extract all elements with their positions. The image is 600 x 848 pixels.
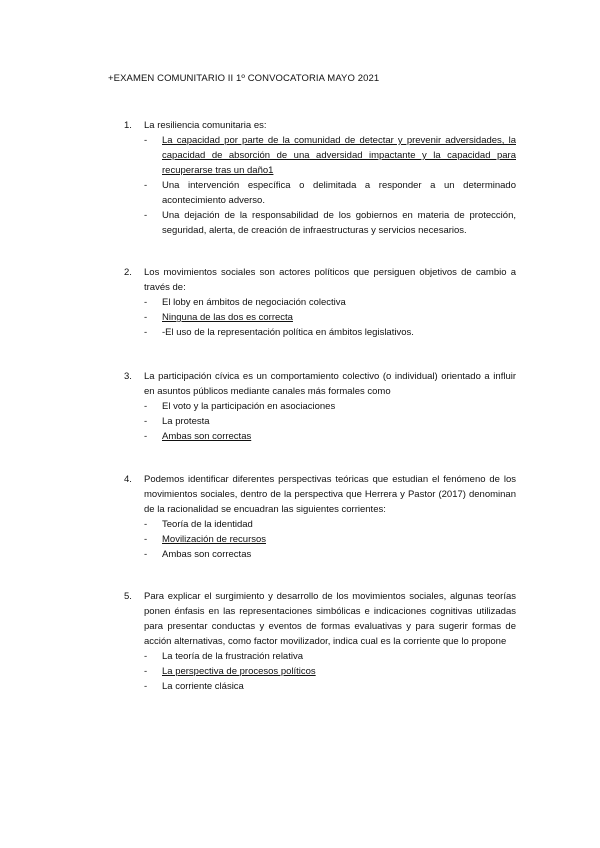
question-2 — [124, 265, 516, 340]
option-text: Ambas son correctas — [162, 431, 252, 442]
option — [144, 399, 516, 414]
option-text: El voto y la participación en asociaciones — [162, 401, 336, 412]
option-text: Ninguna de las dos es correcta — [162, 312, 293, 323]
dash-marker: - — [144, 401, 148, 412]
option — [144, 325, 516, 340]
dash-marker: - — [144, 431, 148, 442]
option — [144, 178, 516, 208]
question-text: La participación cívica es un comportamiento colectivo (o individual) orientado a influir en asuntos públicos mediante canales más formales como — [144, 371, 516, 397]
option-correct — [144, 532, 516, 547]
question-number: 5. — [124, 591, 132, 602]
option — [144, 679, 516, 694]
option-text: La protesta — [162, 416, 210, 427]
question-text: Los movimientos sociales son actores políticos que persiguen objetivos de cambio a través de: — [144, 267, 516, 293]
question-text: Podemos identificar diferentes perspectivas teóricas que estudian el fenómeno de los movimientos sociales, dentro de la perspectiva que Herrera y Pastor (2017) denominan de la racionalidad se encuadran las siguientes corrientes: — [144, 474, 516, 515]
option — [144, 547, 516, 562]
option — [144, 295, 516, 310]
option-list — [144, 517, 516, 562]
option — [144, 649, 516, 664]
dash-marker: - — [144, 297, 148, 308]
option-text: Una dejación de la responsabilidad de los gobiernos en materia de protección, seguridad, alerta, de creación de infraestructuras y servicios necesarios. — [162, 210, 516, 236]
dash-marker: - — [144, 534, 148, 545]
option-correct — [144, 133, 516, 178]
question-5 — [124, 589, 516, 694]
question-1 — [124, 118, 516, 238]
option-text: Ambas son correctas — [162, 549, 252, 560]
option-text: La capacidad por parte de la comunidad de detectar y prevenir adversidades, la capacidad de absorción de una adversidad impactante y la capacidad para recuperarse tras un daño1 — [162, 135, 516, 176]
option-text: Una intervención específica o delimitada a responder a un determinado acontecimiento adverso. — [162, 180, 516, 206]
option-list — [144, 399, 516, 444]
option-text: -El uso de la representación política en ámbitos legislativos. — [162, 327, 414, 338]
question-number: 1. — [124, 120, 132, 131]
question-text: La resiliencia comunitaria es: — [144, 120, 267, 131]
dash-marker: - — [144, 180, 148, 191]
option-correct — [144, 429, 516, 444]
option-list — [144, 649, 516, 694]
dash-marker: - — [144, 312, 148, 323]
dash-marker: - — [144, 666, 148, 677]
option-text: Movilización de recursos — [162, 534, 267, 545]
dash-marker: - — [144, 549, 148, 560]
dash-marker: - — [144, 327, 148, 338]
option — [144, 517, 516, 532]
question-number: 3. — [124, 371, 132, 382]
dash-marker: - — [144, 416, 148, 427]
question-4 — [124, 472, 516, 562]
page-title: +EXAMEN COMUNITARIO II 1º CONVOCATORIA MAYO 2021 — [108, 73, 380, 84]
question-text: Para explicar el surgimiento y desarrollo de los movimientos sociales, algunas teorías ponen énfasis en las representaciones simbólicas e indicaciones cognitivas utilizadas para presentar conductas y eventos de formas evaluativas y para sugerir formas de acción alternativas, como factor movilizador, indica cual es la corriente que lo propone — [144, 591, 516, 647]
dash-marker: - — [144, 681, 148, 692]
option-list — [144, 295, 516, 340]
dash-marker: - — [144, 651, 148, 662]
option-list — [144, 133, 516, 238]
option-text: La corriente clásica — [162, 681, 244, 692]
option — [144, 414, 516, 429]
option-text: Teoría de la identidad — [162, 519, 253, 530]
question-number: 2. — [124, 267, 132, 278]
option-text: El loby en ámbitos de negociación colectiva — [162, 297, 346, 308]
question-number: 4. — [124, 474, 132, 485]
option-correct — [144, 310, 516, 325]
dash-marker: - — [144, 135, 148, 146]
dash-marker: - — [144, 210, 148, 221]
question-3 — [124, 369, 516, 444]
dash-marker: - — [144, 519, 148, 530]
option-text: La teoría de la frustración relativa — [162, 651, 303, 662]
option — [144, 208, 516, 238]
option-text: La perspectiva de procesos políticos — [162, 666, 316, 677]
option-correct — [144, 664, 516, 679]
